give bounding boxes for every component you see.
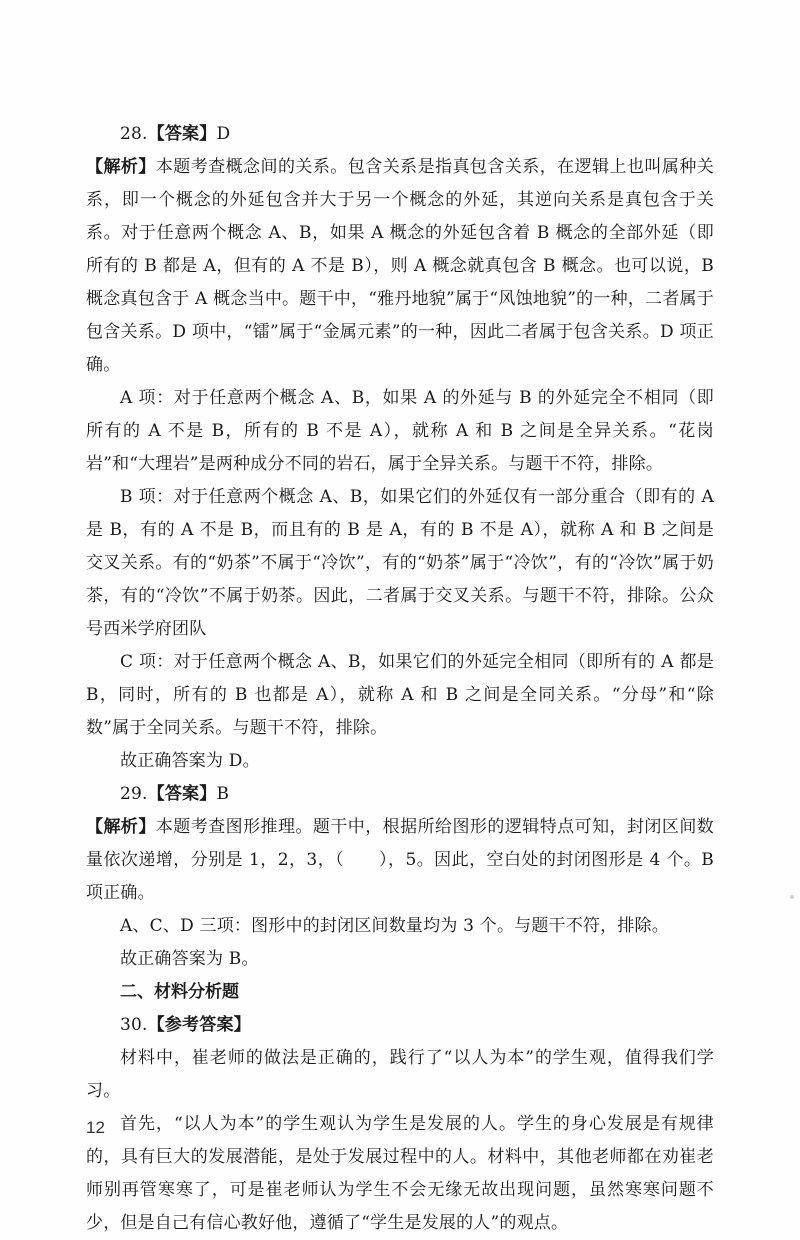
q29-analysis xyxy=(86,811,714,910)
q28-analysis-tag: 【解析】 xyxy=(86,157,156,177)
q30-answer-tag: 【参考答案】 xyxy=(147,1015,251,1035)
q28-answer-tag: 【答案】 xyxy=(147,124,217,144)
q28-option-c: C 项：对于任意两个概念 A、B，如果它们的外延完全相同（即所有的 A 都是 B，同时，所有的 B 也都是 A），就称 A 和 B 之间是全同关系。“分母”和“除数”属于全同关系。与题干不符，排除。 xyxy=(86,652,714,738)
q28-answer: D xyxy=(216,124,231,144)
page-number: 12 xyxy=(86,1118,105,1137)
section-heading: 二、材料分析题 xyxy=(120,982,239,1002)
q29-analysis-tag: 【解析】 xyxy=(86,817,156,837)
q28-conclusion: 故正确答案为 D。 xyxy=(120,751,260,771)
q30-number: 30. xyxy=(120,1015,148,1035)
q29-number: 29. xyxy=(120,784,148,804)
q29-analysis-text: 本题考查图形推理。题干中，根据所给图形的逻辑特点可知，封闭区间数量依次递增，分别是 1，2，3，（ ），5。因此，空白处的封闭图形是 4 个。B 项正确。 xyxy=(86,817,714,903)
q28-number: 28. xyxy=(120,124,148,144)
q28-option-b: B 项：对于任意两个概念 A、B，如果它们的外延仅有一部分重合（即有的 A 是 B，有的 A 不是 B，而且有的 B 是 A，有的 B 不是 A），就称 A 和 B 之间是交叉关系。有的“奶茶”不属于“冷饮”，有的“奶茶”属于“冷饮”，有的“冷饮”属于奶茶，有的“冷饮”不属于奶茶。因此，二者属于交叉关系。与题干不符，排除。公众号西米学府团队 xyxy=(86,487,714,639)
q28-analysis xyxy=(86,151,714,382)
q28-answer-heading xyxy=(86,118,714,151)
q29-answer-heading xyxy=(86,778,714,811)
scan-speck xyxy=(790,895,794,899)
q30-paragraph-1: 材料中，崔老师的做法是正确的，践行了“以人为本”的学生观，值得我们学习。 xyxy=(86,1048,714,1101)
document-page xyxy=(86,118,714,1240)
q29-answer-tag: 【答案】 xyxy=(147,784,217,804)
q29-conclusion: 故正确答案为 B。 xyxy=(120,949,259,969)
q30-answer-heading xyxy=(86,1009,714,1042)
q29-answer: B xyxy=(216,784,230,804)
q29-option-acd: A、C、D 三项：图形中的封闭区间数量均为 3 个。与题干不符，排除。 xyxy=(120,916,669,936)
q30-paragraph-2: 首先，“以人为本”的学生观认为学生是发展的人。学生的身心发展是有规律的，具有巨大的发展潜能，是处于发展过程中的人。材料中，其他老师都在劝崔老师别再管寒寒了，可是崔老师认为学生不会无缘无故出现问题，虽然寒寒问题不少，但是自己有信心教好他，遵循了“学生是发展的人”的观点。 xyxy=(86,1114,714,1233)
q28-option-a: A 项：对于任意两个概念 A、B，如果 A 的外延与 B 的外延完全不相同（即所有的 A 不是 B，所有的 B 不是 A），就称 A 和 B 之间是全异关系。“花岗岩”和“大理岩”是两种成分不同的岩石，属于全异关系。与题干不符，排除。 xyxy=(86,388,714,474)
q28-analysis-text: 本题考查概念间的关系。包含关系是指真包含关系，在逻辑上也叫属种关系，即一个概念的外延包含并大于另一个概念的外延，其逆向关系是真包含于关系。对于任意两个概念 A、B，如果 A 概念的外延包含着 B 概念的全部外延（即所有的 B 都是 A，但有的 A 不是 B），则 A 概念就真包含 B 概念。也可以说，B 概念真包含于 A 概念当中。题干中，“雅丹地貌”属于“风蚀地貌”的一种，二者属于包含关系。D 项中，“镭”属于“金属元素”的一种，因此二者属于包含关系。D 项正确。 xyxy=(86,157,714,375)
